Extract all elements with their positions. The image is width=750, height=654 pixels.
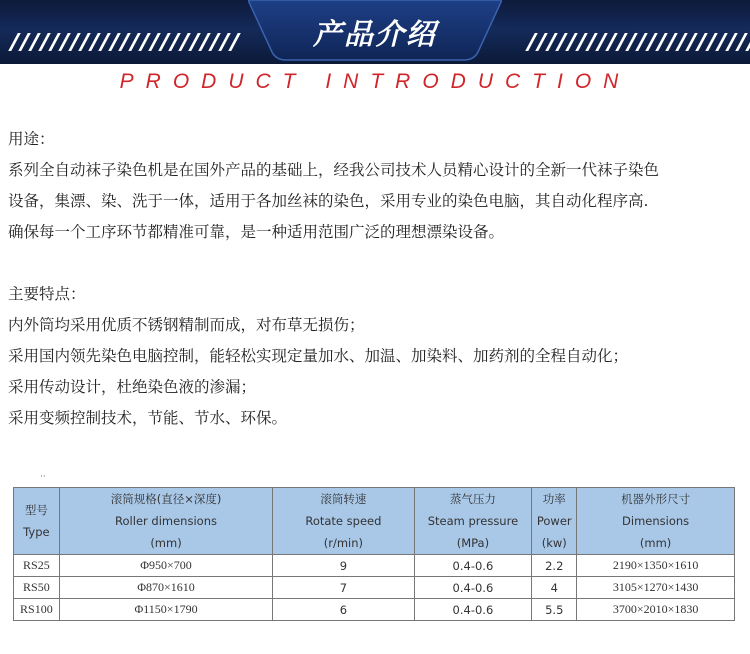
usage-line: 设备，集漂、染、洗于一体，适用于各加丝袜的染色，采用专业的染色电脑，其自动化程序高. bbox=[8, 192, 649, 210]
page-title: 产品介绍 bbox=[312, 17, 437, 51]
cell-roller: Φ950×700 bbox=[59, 555, 272, 577]
features-heading: 主要特点： bbox=[8, 285, 86, 303]
cell-pressure: 0.4-0.6 bbox=[414, 577, 532, 599]
cell-type: RS100 bbox=[14, 599, 60, 621]
table-row bbox=[14, 555, 735, 577]
header-steam-pressure: 蒸气压力 Steam pressure (MPa) bbox=[414, 488, 532, 555]
cell-speed: 9 bbox=[273, 555, 414, 577]
cell-type: RS25 bbox=[14, 555, 60, 577]
usage-line: 系列全自动袜子染色机是在国外产品的基础上，经我公司技术人员精心设计的全新一代袜子染色 bbox=[8, 161, 660, 179]
cell-dimensions: 3105×1270×1430 bbox=[577, 577, 735, 599]
decorative-stripes-left bbox=[13, 33, 240, 51]
table-row bbox=[14, 599, 735, 621]
title-tab bbox=[248, 0, 502, 64]
cell-pressure: 0.4-0.6 bbox=[414, 555, 532, 577]
header-banner bbox=[0, 0, 750, 64]
header-roller-dimensions: 滚筒规格(直径×深度) Roller dimensions (mm) bbox=[59, 488, 272, 555]
cell-pressure: 0.4-0.6 bbox=[414, 599, 532, 621]
cell-speed: 6 bbox=[273, 599, 414, 621]
feature-item: 采用国内领先染色电脑控制，能轻松实现定量加水、加温、加染料、加药剂的全程自动化； bbox=[8, 347, 629, 365]
cell-power: 2.2 bbox=[532, 555, 577, 577]
header-power: 功率 Power (kw) bbox=[532, 488, 577, 555]
cell-power: 5.5 bbox=[532, 599, 577, 621]
cell-roller: Φ870×1610 bbox=[59, 577, 272, 599]
decorative-dots: ·· bbox=[40, 472, 46, 482]
cell-speed: 7 bbox=[273, 577, 414, 599]
usage-line: 确保每一个工序环节都精准可靠，是一种适用范围广泛的理想漂染设备。 bbox=[8, 223, 505, 241]
decorative-stripes-right bbox=[530, 33, 750, 51]
feature-item: 采用变频控制技术，节能、节水、环保。 bbox=[8, 409, 288, 427]
usage-heading: 用途： bbox=[8, 130, 55, 148]
header-dimensions: 机器外形尺寸 Dimensions (mm) bbox=[577, 488, 735, 555]
cell-roller: Φ1150×1790 bbox=[59, 599, 272, 621]
subtitle: PRODUCT INTRODUCTION bbox=[119, 70, 631, 93]
cell-dimensions: 2190×1350×1610 bbox=[577, 555, 735, 577]
cell-dimensions: 3700×2010×1830 bbox=[577, 599, 735, 621]
cell-type: RS50 bbox=[14, 577, 60, 599]
spec-table bbox=[13, 487, 735, 621]
feature-item: 采用传动设计，杜绝染色液的渗漏； bbox=[8, 378, 257, 396]
product-description bbox=[8, 124, 744, 434]
header-type: 型号 Type bbox=[14, 488, 60, 555]
cell-power: 4 bbox=[532, 577, 577, 599]
table-header-row bbox=[14, 488, 735, 555]
table-row bbox=[14, 577, 735, 599]
feature-item: 内外筒均采用优质不锈钢精制而成，对布草无损伤； bbox=[8, 316, 365, 334]
header-rotate-speed: 滚筒转速 Rotate speed (r/min) bbox=[273, 488, 414, 555]
